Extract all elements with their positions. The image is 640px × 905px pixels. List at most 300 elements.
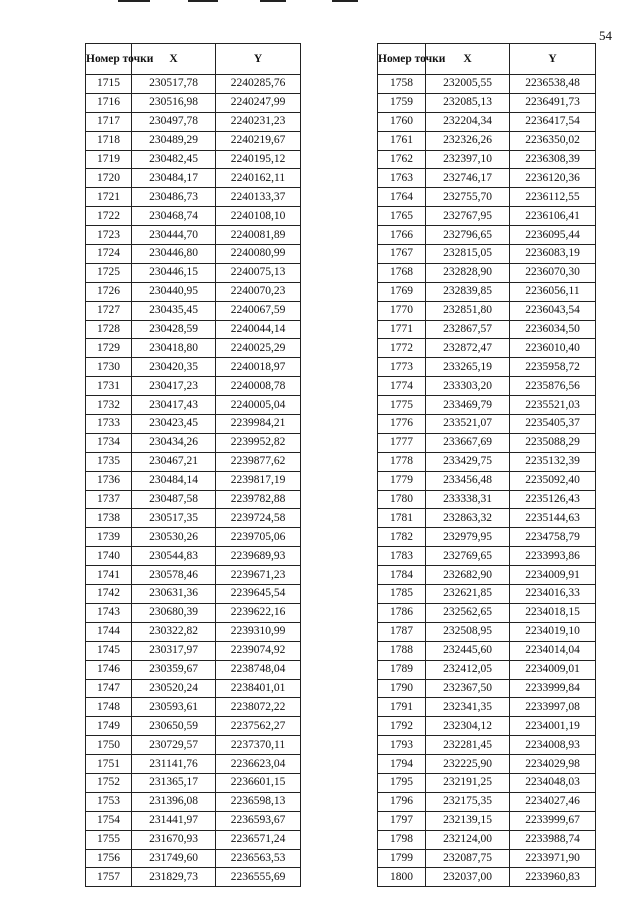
cell-y: 2236043,54	[510, 301, 596, 320]
table-row	[378, 679, 596, 698]
table-row	[378, 169, 596, 188]
cell-y: 2240008,78	[216, 377, 301, 396]
cell-x: 232397,10	[426, 150, 510, 169]
cell-x: 232341,35	[426, 698, 510, 717]
cell-point-number: 1789	[378, 660, 426, 679]
cell-point-number: 1790	[378, 679, 426, 698]
cell-x: 232225,90	[426, 755, 510, 774]
cell-y: 2239074,92	[216, 641, 301, 660]
table-row	[378, 773, 596, 792]
cell-y: 2236095,44	[510, 226, 596, 245]
cell-point-number: 1792	[378, 717, 426, 736]
cell-y: 2234008,93	[510, 736, 596, 755]
table-row	[378, 830, 596, 849]
cell-point-number: 1787	[378, 622, 426, 641]
cell-y: 2236491,73	[510, 93, 596, 112]
cell-x: 232037,00	[426, 868, 510, 887]
cell-y: 2234001,19	[510, 717, 596, 736]
cell-y: 2235405,37	[510, 415, 596, 434]
cell-y: 2233999,67	[510, 811, 596, 830]
table-row	[86, 830, 301, 849]
coordinates-table-left	[85, 43, 301, 887]
cell-point-number: 1782	[378, 528, 426, 547]
cell-y: 2235126,43	[510, 490, 596, 509]
cell-y: 2234048,03	[510, 773, 596, 792]
cell-x: 230517,78	[132, 75, 216, 94]
cell-point-number: 1800	[378, 868, 426, 887]
cell-y: 2234009,91	[510, 566, 596, 585]
cell-y: 2234758,79	[510, 528, 596, 547]
cell-y: 2233997,08	[510, 698, 596, 717]
cell-y: 2235088,29	[510, 433, 596, 452]
cell-x: 230680,39	[132, 603, 216, 622]
cell-x: 230417,23	[132, 377, 216, 396]
cell-y: 2235521,03	[510, 396, 596, 415]
scan-top-line	[332, 0, 358, 2]
cell-y: 2234027,46	[510, 792, 596, 811]
cell-x: 230446,15	[132, 263, 216, 282]
cell-x: 230359,67	[132, 660, 216, 679]
cell-x: 230484,14	[132, 471, 216, 490]
cell-x: 232124,00	[426, 830, 510, 849]
cell-point-number: 1721	[86, 188, 132, 207]
cell-point-number: 1772	[378, 339, 426, 358]
table-row	[378, 226, 596, 245]
header-x: X	[426, 44, 510, 75]
cell-x: 232872,47	[426, 339, 510, 358]
table-row	[86, 245, 301, 264]
cell-x: 232682,90	[426, 566, 510, 585]
cell-point-number: 1746	[86, 660, 132, 679]
table-row	[378, 585, 596, 604]
header-point-number: Номер точки	[86, 44, 132, 75]
cell-x: 232191,25	[426, 773, 510, 792]
header-point-number: Номер точки	[378, 44, 426, 75]
cell-y: 2236598,13	[216, 792, 301, 811]
cell-y: 2239622,16	[216, 603, 301, 622]
cell-point-number: 1742	[86, 585, 132, 604]
cell-y: 2236417,54	[510, 112, 596, 131]
cell-point-number: 1796	[378, 792, 426, 811]
cell-point-number: 1758	[378, 75, 426, 94]
cell-x: 230467,21	[132, 452, 216, 471]
cell-point-number: 1766	[378, 226, 426, 245]
cell-x: 231829,73	[132, 868, 216, 887]
cell-y: 2236623,04	[216, 755, 301, 774]
cell-point-number: 1718	[86, 131, 132, 150]
cell-point-number: 1771	[378, 320, 426, 339]
cell-point-number: 1757	[86, 868, 132, 887]
cell-point-number: 1736	[86, 471, 132, 490]
table-row	[86, 792, 301, 811]
table-row	[86, 849, 301, 868]
cell-point-number: 1716	[86, 93, 132, 112]
table-row	[86, 641, 301, 660]
cell-point-number: 1776	[378, 415, 426, 434]
table-row	[86, 811, 301, 830]
cell-y: 2235144,63	[510, 509, 596, 528]
table-row	[86, 717, 301, 736]
cell-y: 2240075,13	[216, 263, 301, 282]
cell-point-number: 1717	[86, 112, 132, 131]
scan-top-line	[260, 0, 286, 2]
cell-point-number: 1722	[86, 207, 132, 226]
table-row	[86, 377, 301, 396]
cell-point-number: 1754	[86, 811, 132, 830]
cell-y: 2240081,89	[216, 226, 301, 245]
cell-point-number: 1728	[86, 320, 132, 339]
table-row	[378, 471, 596, 490]
table-row	[86, 471, 301, 490]
cell-point-number: 1784	[378, 566, 426, 585]
header-x: X	[132, 44, 216, 75]
cell-y: 2236034,50	[510, 320, 596, 339]
cell-point-number: 1726	[86, 282, 132, 301]
cell-point-number: 1720	[86, 169, 132, 188]
cell-point-number: 1749	[86, 717, 132, 736]
cell-x: 232863,32	[426, 509, 510, 528]
table-row	[378, 698, 596, 717]
cell-y: 2236593,67	[216, 811, 301, 830]
cell-x: 230487,58	[132, 490, 216, 509]
table-row	[86, 93, 301, 112]
cell-point-number: 1751	[86, 755, 132, 774]
table-row	[86, 396, 301, 415]
table-row	[86, 131, 301, 150]
cell-y: 2239877,62	[216, 452, 301, 471]
cell-y: 2236563,53	[216, 849, 301, 868]
cell-point-number: 1723	[86, 226, 132, 245]
table-row	[378, 339, 596, 358]
table-row	[378, 811, 596, 830]
cell-x: 230486,73	[132, 188, 216, 207]
cell-y: 2239984,21	[216, 415, 301, 434]
cell-point-number: 1794	[378, 755, 426, 774]
table-row	[86, 75, 301, 94]
table-row	[86, 188, 301, 207]
table-row	[86, 622, 301, 641]
cell-x: 232769,65	[426, 547, 510, 566]
cell-point-number: 1729	[86, 339, 132, 358]
cell-y: 2238748,04	[216, 660, 301, 679]
cell-x: 231670,93	[132, 830, 216, 849]
table-row	[378, 112, 596, 131]
table-row	[378, 320, 596, 339]
cell-x: 232815,05	[426, 245, 510, 264]
table-row	[86, 773, 301, 792]
cell-y: 2240025,29	[216, 339, 301, 358]
cell-x: 230444,70	[132, 226, 216, 245]
cell-x: 230544,83	[132, 547, 216, 566]
cell-y: 2236056,11	[510, 282, 596, 301]
cell-y: 2236538,48	[510, 75, 596, 94]
cell-y: 2236070,30	[510, 263, 596, 282]
table-row	[86, 868, 301, 887]
cell-point-number: 1737	[86, 490, 132, 509]
table-row	[378, 490, 596, 509]
cell-point-number: 1775	[378, 396, 426, 415]
table-row	[378, 528, 596, 547]
table-row	[86, 490, 301, 509]
table-row	[86, 282, 301, 301]
cell-point-number: 1745	[86, 641, 132, 660]
cell-point-number: 1786	[378, 603, 426, 622]
table-row	[86, 679, 301, 698]
cell-y: 2237370,11	[216, 736, 301, 755]
cell-x: 232175,35	[426, 792, 510, 811]
table-row	[378, 433, 596, 452]
cell-point-number: 1781	[378, 509, 426, 528]
cell-point-number: 1756	[86, 849, 132, 868]
table-row	[378, 188, 596, 207]
cell-x: 232367,50	[426, 679, 510, 698]
cell-y: 2240080,99	[216, 245, 301, 264]
cell-x: 230497,78	[132, 112, 216, 131]
cell-point-number: 1752	[86, 773, 132, 792]
table-row	[86, 452, 301, 471]
cell-x: 230468,74	[132, 207, 216, 226]
cell-x: 231749,60	[132, 849, 216, 868]
table-row	[378, 75, 596, 94]
cell-point-number: 1768	[378, 263, 426, 282]
cell-point-number: 1765	[378, 207, 426, 226]
table-row	[86, 112, 301, 131]
cell-y: 2236571,24	[216, 830, 301, 849]
cell-y: 2240162,11	[216, 169, 301, 188]
cell-point-number: 1747	[86, 679, 132, 698]
cell-x: 230516,98	[132, 93, 216, 112]
cell-x: 232326,26	[426, 131, 510, 150]
cell-y: 2236601,15	[216, 773, 301, 792]
header-y: Y	[510, 44, 596, 75]
cell-y: 2234029,98	[510, 755, 596, 774]
cell-y: 2235092,40	[510, 471, 596, 490]
table-row	[378, 415, 596, 434]
cell-x: 232746,17	[426, 169, 510, 188]
cell-y: 2236308,39	[510, 150, 596, 169]
table-row	[86, 566, 301, 585]
cell-y: 2240219,67	[216, 131, 301, 150]
table-row	[86, 339, 301, 358]
cell-point-number: 1741	[86, 566, 132, 585]
cell-y: 2239310,99	[216, 622, 301, 641]
cell-x: 233338,31	[426, 490, 510, 509]
table-row	[86, 660, 301, 679]
cell-y: 2235876,56	[510, 377, 596, 396]
cell-point-number: 1738	[86, 509, 132, 528]
cell-x: 232445,60	[426, 641, 510, 660]
cell-x: 232796,65	[426, 226, 510, 245]
cell-x: 230593,61	[132, 698, 216, 717]
table-row	[378, 660, 596, 679]
cell-y: 2233988,74	[510, 830, 596, 849]
cell-x: 233521,07	[426, 415, 510, 434]
cell-y: 2233993,86	[510, 547, 596, 566]
scan-top-line	[188, 0, 218, 2]
cell-x: 230418,80	[132, 339, 216, 358]
cell-y: 2235958,72	[510, 358, 596, 377]
cell-y: 2238072,22	[216, 698, 301, 717]
cell-y: 2239671,23	[216, 566, 301, 585]
cell-y: 2240247,99	[216, 93, 301, 112]
table-row	[378, 207, 596, 226]
cell-point-number: 1753	[86, 792, 132, 811]
cell-y: 2233999,84	[510, 679, 596, 698]
cell-y: 2236010,40	[510, 339, 596, 358]
cell-x: 232412,05	[426, 660, 510, 679]
cell-point-number: 1762	[378, 150, 426, 169]
cell-y: 2239724,58	[216, 509, 301, 528]
cell-y: 2240018,97	[216, 358, 301, 377]
table-row	[378, 547, 596, 566]
cell-x: 233265,19	[426, 358, 510, 377]
cell-point-number: 1715	[86, 75, 132, 94]
table-row	[378, 301, 596, 320]
cell-x: 230434,26	[132, 433, 216, 452]
table-row	[86, 150, 301, 169]
cell-point-number: 1799	[378, 849, 426, 868]
cell-point-number: 1783	[378, 547, 426, 566]
table-row	[86, 207, 301, 226]
cell-x: 232204,34	[426, 112, 510, 131]
cell-x: 232005,55	[426, 75, 510, 94]
table-row	[378, 755, 596, 774]
cell-x: 230317,97	[132, 641, 216, 660]
cell-x: 233429,75	[426, 452, 510, 471]
cell-x: 232508,95	[426, 622, 510, 641]
cell-point-number: 1774	[378, 377, 426, 396]
cell-x: 230530,26	[132, 528, 216, 547]
cell-y: 2235132,39	[510, 452, 596, 471]
cell-x: 230520,24	[132, 679, 216, 698]
cell-point-number: 1740	[86, 547, 132, 566]
cell-x: 230482,45	[132, 150, 216, 169]
cell-y: 2233971,90	[510, 849, 596, 868]
cell-y: 2238401,01	[216, 679, 301, 698]
cell-point-number: 1780	[378, 490, 426, 509]
cell-x: 232979,95	[426, 528, 510, 547]
cell-point-number: 1788	[378, 641, 426, 660]
cell-point-number: 1759	[378, 93, 426, 112]
cell-point-number: 1724	[86, 245, 132, 264]
header-row	[378, 44, 596, 75]
cell-x: 232281,45	[426, 736, 510, 755]
table-row	[378, 150, 596, 169]
cell-point-number: 1730	[86, 358, 132, 377]
cell-point-number: 1725	[86, 263, 132, 282]
cell-x: 232304,12	[426, 717, 510, 736]
cell-y: 2237562,27	[216, 717, 301, 736]
header-y: Y	[216, 44, 301, 75]
cell-point-number: 1719	[86, 150, 132, 169]
table-row	[378, 641, 596, 660]
cell-point-number: 1739	[86, 528, 132, 547]
cell-y: 2234018,15	[510, 603, 596, 622]
table-row	[86, 736, 301, 755]
table-row	[378, 849, 596, 868]
cell-y: 2240067,59	[216, 301, 301, 320]
cell-x: 233303,20	[426, 377, 510, 396]
cell-y: 2234016,33	[510, 585, 596, 604]
table-row	[378, 622, 596, 641]
cell-point-number: 1734	[86, 433, 132, 452]
cell-x: 231141,76	[132, 755, 216, 774]
cell-x: 232087,75	[426, 849, 510, 868]
cell-y: 2236350,02	[510, 131, 596, 150]
table-row	[86, 358, 301, 377]
cell-x: 230420,35	[132, 358, 216, 377]
cell-x: 230417,43	[132, 396, 216, 415]
cell-x: 233469,79	[426, 396, 510, 415]
table-row	[378, 509, 596, 528]
cell-point-number: 1760	[378, 112, 426, 131]
table-row	[86, 509, 301, 528]
cell-x: 232851,80	[426, 301, 510, 320]
cell-point-number: 1797	[378, 811, 426, 830]
cell-x: 231365,17	[132, 773, 216, 792]
cell-point-number: 1748	[86, 698, 132, 717]
cell-y: 2240044,14	[216, 320, 301, 339]
cell-y: 2239782,88	[216, 490, 301, 509]
table-row	[378, 377, 596, 396]
cell-x: 230446,80	[132, 245, 216, 264]
cell-point-number: 1777	[378, 433, 426, 452]
table-row	[86, 528, 301, 547]
table-row	[378, 868, 596, 887]
cell-y: 2236120,36	[510, 169, 596, 188]
cell-y: 2236083,19	[510, 245, 596, 264]
cell-point-number: 1798	[378, 830, 426, 849]
cell-y: 2233960,83	[510, 868, 596, 887]
cell-x: 231441,97	[132, 811, 216, 830]
cell-x: 232755,70	[426, 188, 510, 207]
cell-x: 230517,35	[132, 509, 216, 528]
cell-x: 232867,57	[426, 320, 510, 339]
cell-point-number: 1735	[86, 452, 132, 471]
cell-point-number: 1778	[378, 452, 426, 471]
table-row	[86, 301, 301, 320]
table-row	[86, 320, 301, 339]
cell-y: 2234019,10	[510, 622, 596, 641]
cell-x: 232767,95	[426, 207, 510, 226]
page-number: 54	[599, 28, 612, 43]
scan-top-line	[118, 0, 150, 2]
cell-point-number: 1727	[86, 301, 132, 320]
table-row	[86, 169, 301, 188]
cell-point-number: 1795	[378, 773, 426, 792]
table-row	[378, 452, 596, 471]
cell-point-number: 1769	[378, 282, 426, 301]
cell-y: 2234009,01	[510, 660, 596, 679]
cell-x: 230631,36	[132, 585, 216, 604]
cell-x: 233667,69	[426, 433, 510, 452]
table-row	[378, 736, 596, 755]
table-row	[378, 603, 596, 622]
cell-y: 2236555,69	[216, 868, 301, 887]
cell-point-number: 1773	[378, 358, 426, 377]
cell-point-number: 1793	[378, 736, 426, 755]
cell-point-number: 1755	[86, 830, 132, 849]
table-row	[378, 245, 596, 264]
cell-point-number: 1750	[86, 736, 132, 755]
cell-y: 2240231,23	[216, 112, 301, 131]
cell-x: 230322,82	[132, 622, 216, 641]
cell-y: 2239645,54	[216, 585, 301, 604]
table-row	[378, 566, 596, 585]
table-row	[378, 358, 596, 377]
cell-y: 2240108,10	[216, 207, 301, 226]
cell-x: 230484,17	[132, 169, 216, 188]
